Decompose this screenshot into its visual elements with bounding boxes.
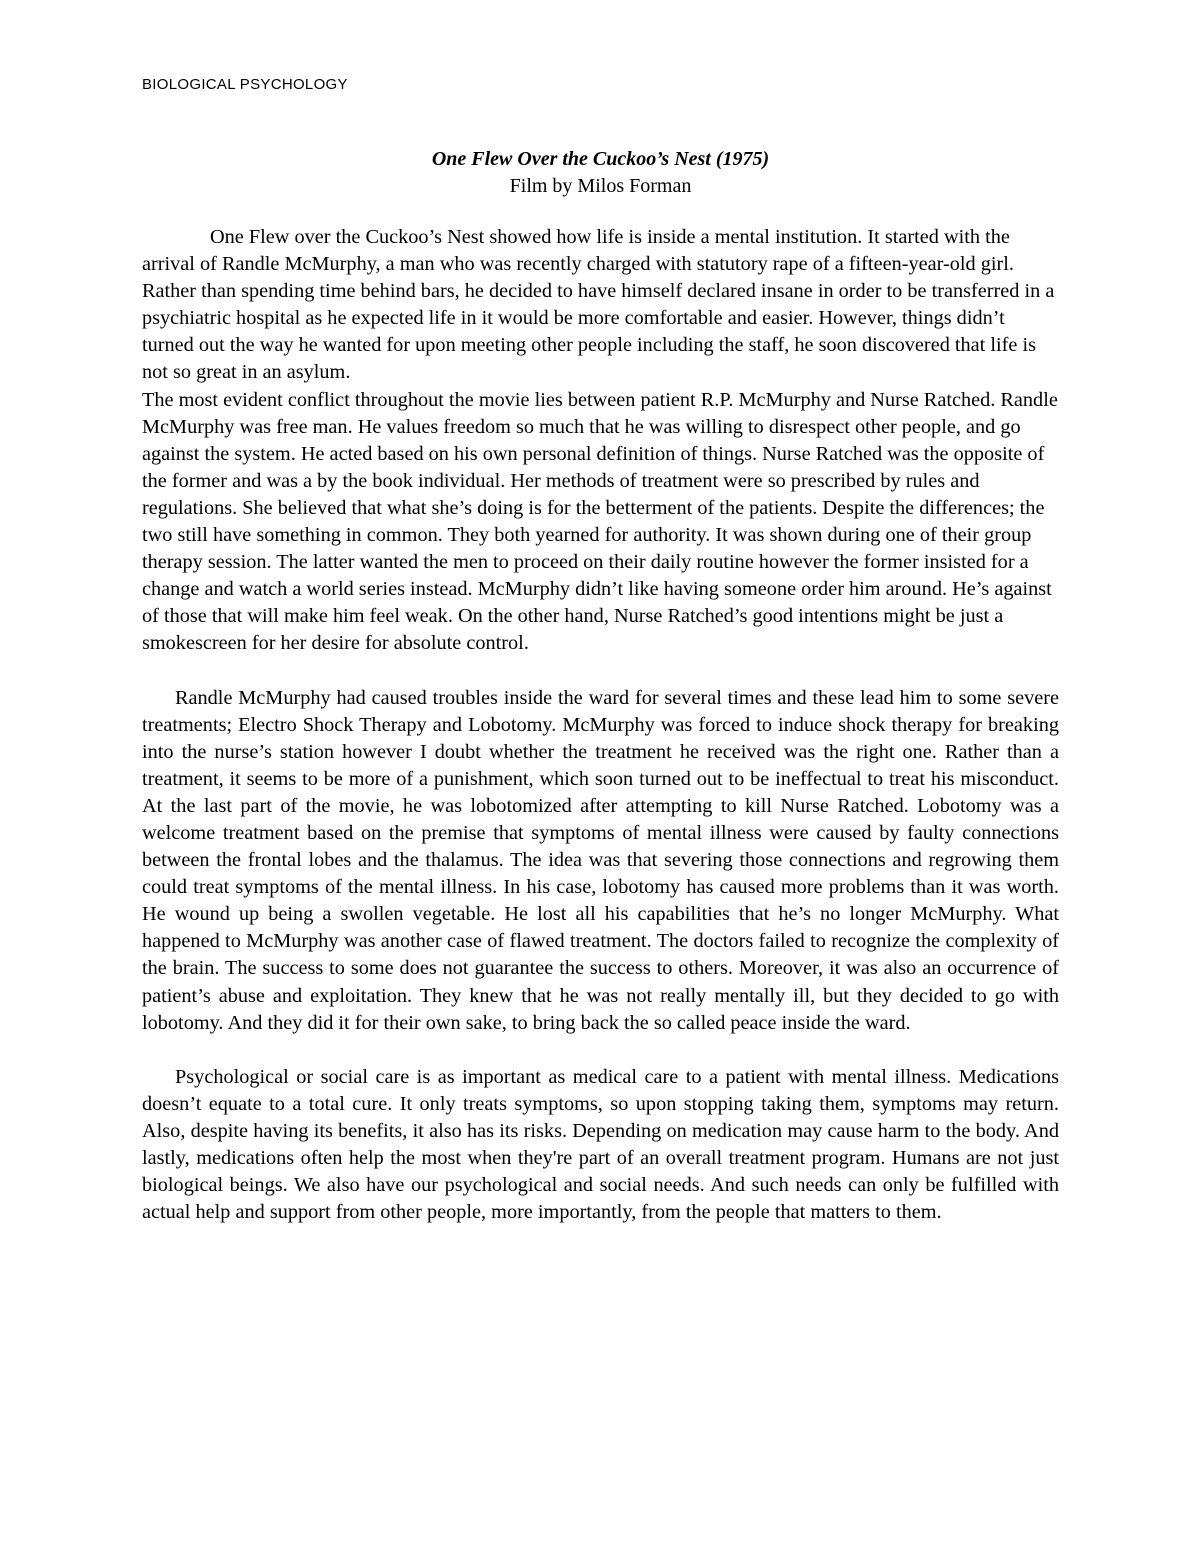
document-title: One Flew Over the Cuckoo’s Nest (1975) bbox=[431, 148, 770, 170]
title-block bbox=[142, 146, 1059, 200]
paragraph-4: Psychological or social care is as important as medical care to a patient with mental illness. Medications doesn’t equate to a total cure. It only treats symptoms, so upon stopping taking them, symptoms may return. Also, despite having its benefits, it also has its risks. Depending on medication may cause harm to the body. And lastly, medications often help the most when they're part of an overall treatment program. Humans are not just biological beings. We also have our psychological and social needs. And such needs can only be fulfilled with actual help and support from other people, more importantly, from the people that matters to them. bbox=[142, 1065, 1059, 1224]
document-subtitle: Film by Milos Forman bbox=[509, 175, 692, 197]
paragraph-3: Randle McMurphy had caused troubles inside the ward for several times and these lead him to some severe treatments; Electro Shock Therapy and Lobotomy. McMurphy was forced to induce shock therapy for breaking into the nurse’s station however I doubt whether the treatment he received was the right one. Rather than a treatment, it seems to be more of a punishment, which soon turned out to be ineffectual to treat his misconduct. At the last part of the movie, he was lobotomized after attempting to kill Nurse Ratched. Lobotomy was a welcome treatment based on the premise that symptoms of mental illness were caused by faulty connections between the frontal lobes and the thalamus. The idea was that severing those connections and regrowing them could treat symptoms of the mental illness. In his case, lobotomy has caused more problems than it was worth. He wound up being a swollen vegetable. He lost all his capabilities that he’s no longer McMurphy. What happened to McMurphy was another case of flawed treatment. The doctors failed to recognize the complexity of the brain. The success to some does not guarantee the success to others. Moreover, it was also an occurrence of patient’s abuse and exploitation. They knew that he was not really mentally ill, but they decided to go with lobotomy. And they did it for their own sake, to bring back the so called peace inside the ward. bbox=[142, 686, 1059, 1034]
course-header: BIOLOGICAL PSYCHOLOGY bbox=[142, 76, 348, 93]
document-body bbox=[142, 224, 1059, 1226]
paragraph-2: The most evident conflict throughout the movie lies between patient R.P. McMurphy and Nurse Ratched. Randle McMurphy was free man. He values freedom so much that he was willing to disrespect other people, and go against the system. He acted based on his own personal definition of things. Nurse Ratched was the opposite of the former and was a by the book individual. Her methods of treatment were so prescribed by rules and regulations. She believed that what she’s doing is for the betterment of the patients. Despite the differences; the two still have something in common. They both yearned for authority. It was shown during one of their group therapy session. The latter wanted the men to proceed on their daily routine however the former insisted for a change and watch a world series instead. McMurphy didn’t like having someone order him around. He’s against of those that will make him feel weak. On the other hand, Nurse Ratched’s good intentions might be just a smokescreen for her desire for absolute control. bbox=[142, 388, 1058, 655]
paragraph-1: One Flew over the Cuckoo’s Nest showed how life is inside a mental institution. It started with the arrival of Randle McMurphy, a man who was recently charged with statutory rape of a fifteen-year-old girl. Rather than spending time behind bars, he decided to have himself declared insane in order to be transferred in a psychiatric hospital as he expected life in it would be more comfortable and easier. However, things didn’t turned out the way he wanted for upon meeting other people including the staff, he soon discovered that life is not so great in an asylum. bbox=[142, 226, 1055, 384]
